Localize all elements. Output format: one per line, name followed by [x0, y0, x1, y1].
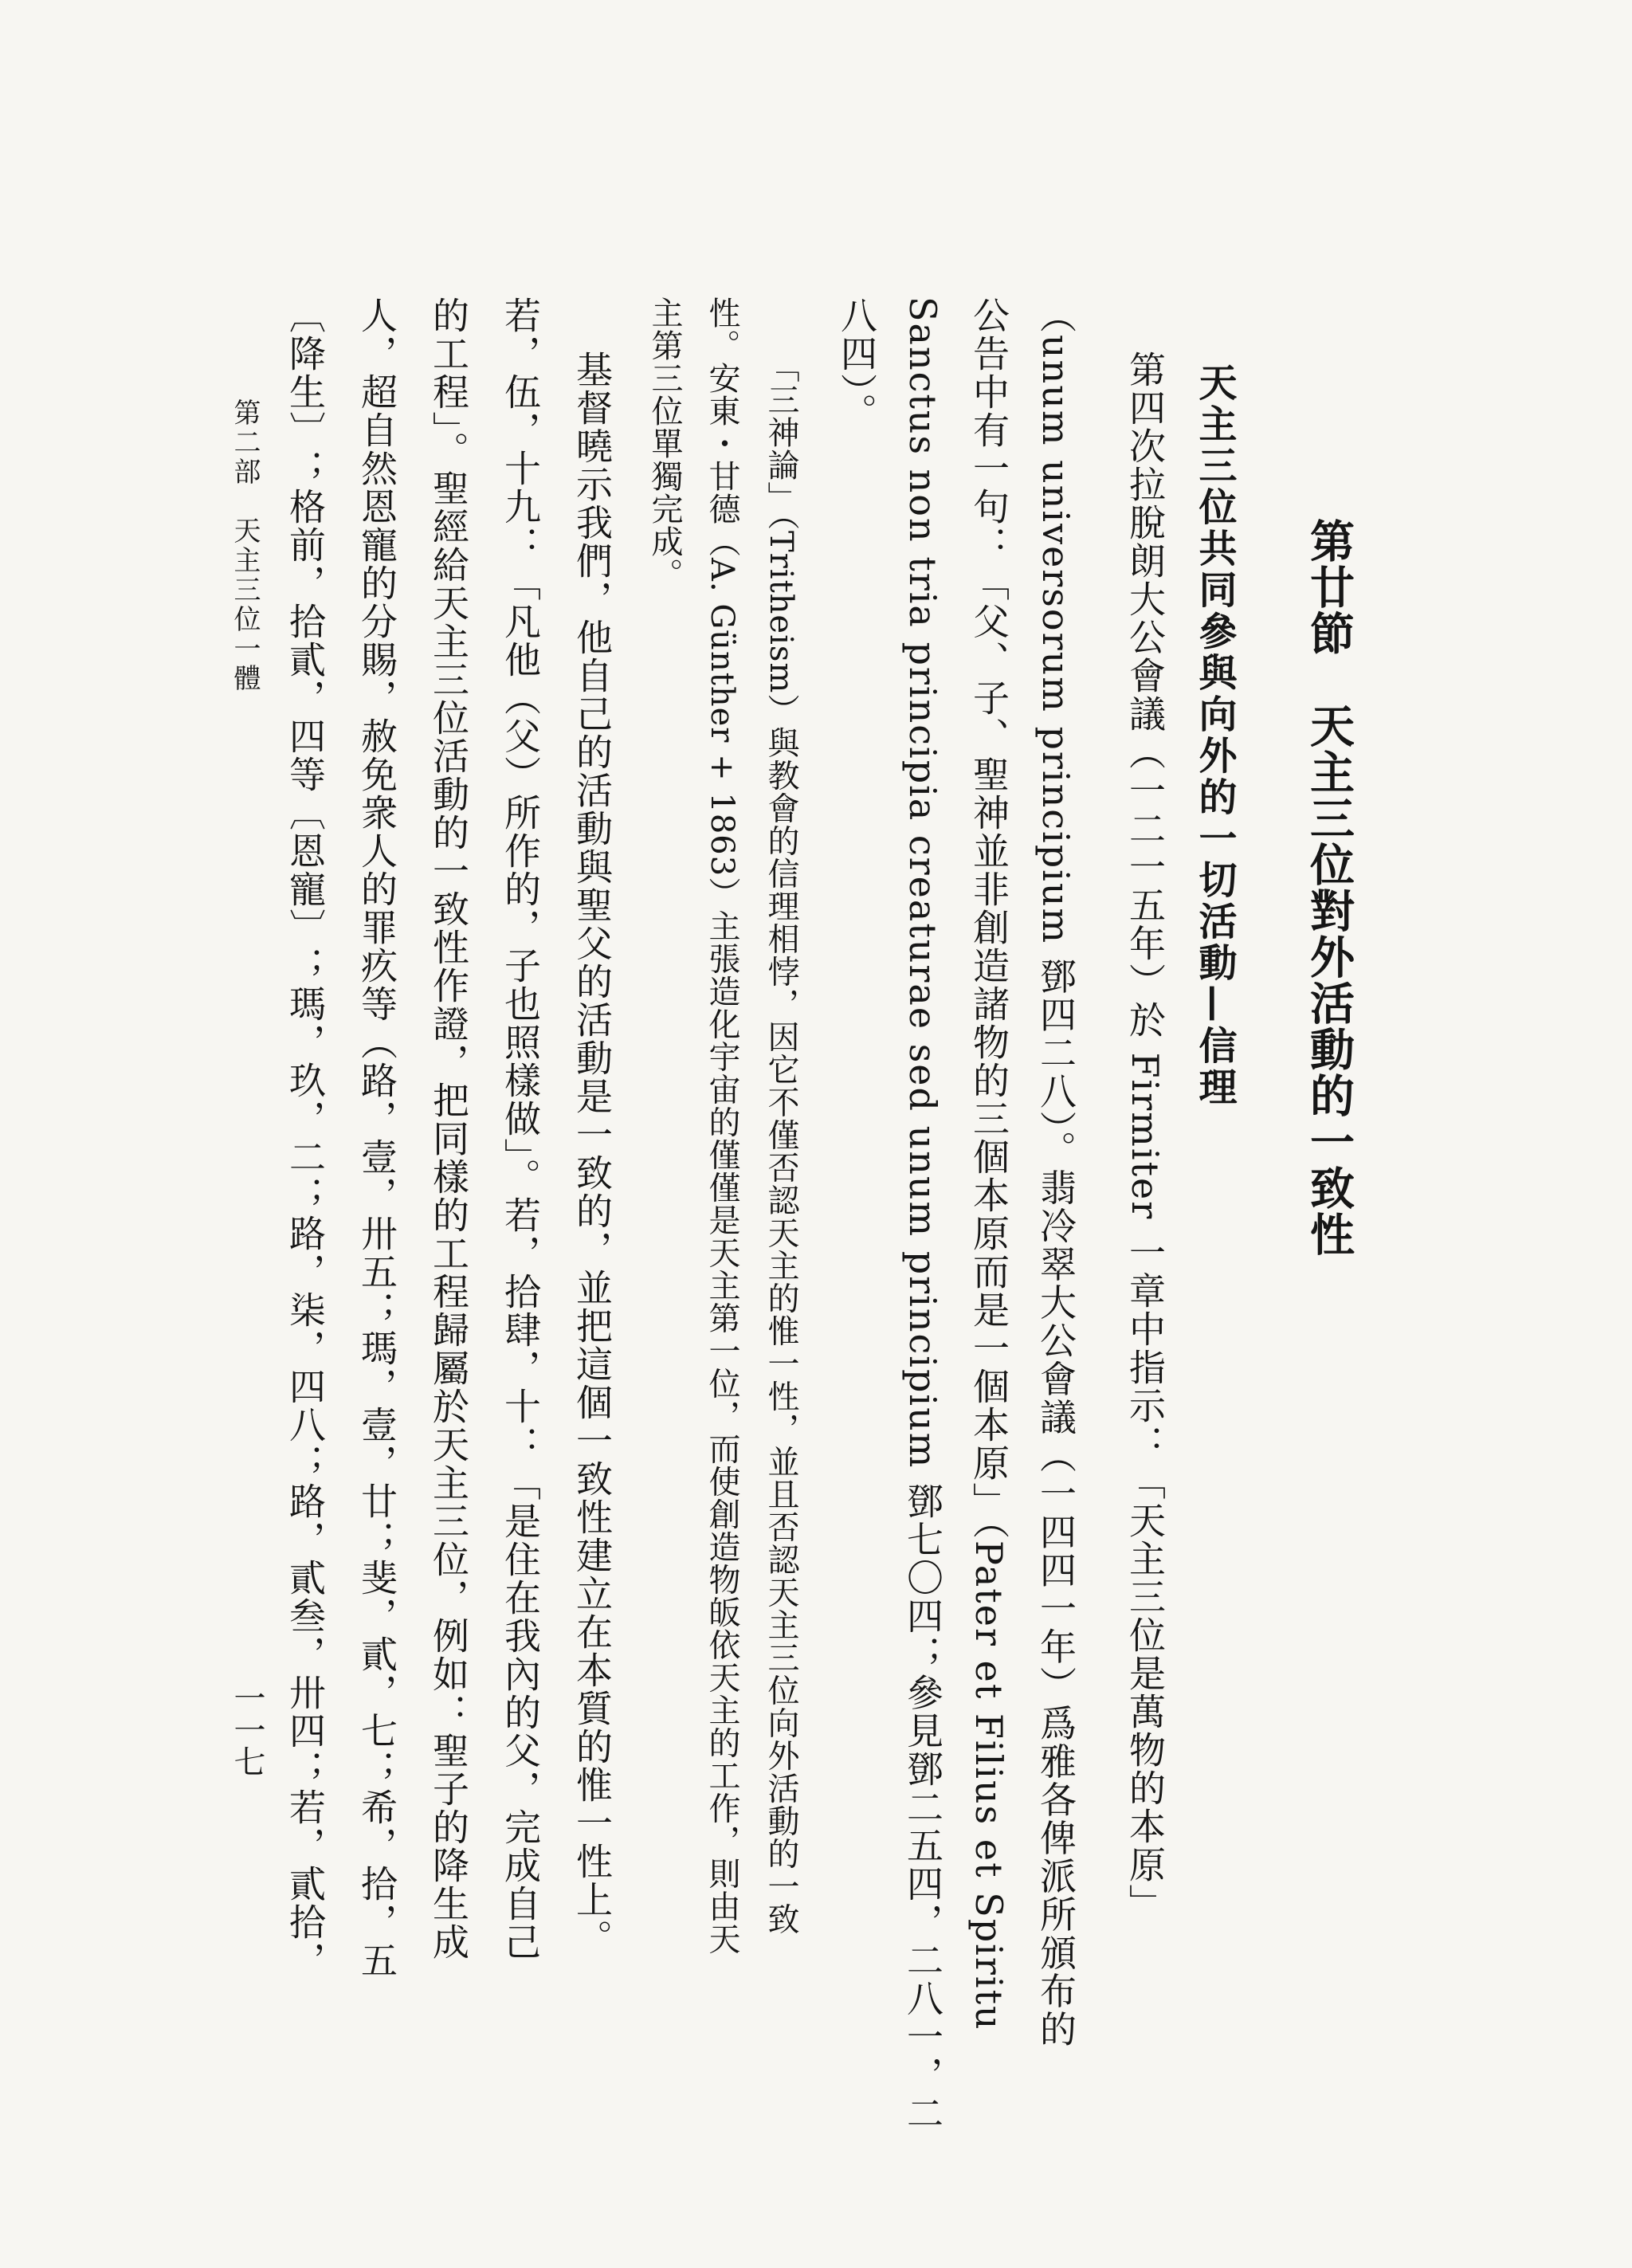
body-column-1: 基督曉示我們，他自己的活動與聖父的活動是一致的，並把這個一致性建立在本質的惟一性上。 — [571, 351, 614, 1957]
text-column-4: Sanctus non tria principia creaturae sed unum principium 鄧七〇四；參見鄧二五四，二八一，二 — [901, 296, 944, 2133]
text-column-5: 八四）。 — [835, 296, 878, 431]
note-column-3: 主第三位單獨完成。 — [646, 296, 683, 591]
text-column-3: 公告中有一句：「父、子、聖神並非創造諸物的三個本原而是一個本原」（Pater et Filius et Spiritu — [967, 296, 1010, 2031]
text-column-2: （unum universorum principium 鄧四二八）。翡冷翠大公會議（一四四一年）爲雅各俾派所頒布的 — [1034, 296, 1077, 2049]
body-column-4: 人，超自然恩寵的分賜，赦免衆人的罪疚等（路，壹，卅五；瑪，壹，廿；斐，貳，七；希，拾，五 — [355, 296, 398, 1980]
section-subtitle: 天主三位共同參與向外的一切活動—信理 — [1192, 363, 1237, 1108]
body-column-5: 〔降生〕；格前，拾貳，四等〔恩寵〕；瑪，玖，二；路，柒，四八；路，貳叁，卅四；若，貳拾， — [284, 296, 327, 1980]
note-column-1: 「三神論」（Tritheism）與教會的信理相悖，因它不僅否認天主的惟一性，並且否認天主三位向外活動的一致 — [763, 351, 799, 1936]
page-number: 一一七 — [229, 1681, 265, 1777]
running-title: 第二部 天主三位一體 — [229, 398, 261, 693]
body-column-3: 的工程」。聖經給天主三位活動的一致性作證，把同樣的工程歸屬於天主三位，例如：聖子的降生成 — [427, 296, 470, 1961]
body-column-2: 若，伍，十九：「凡他（父）所作的，子也照樣做」。若，拾肆，十：「是住在我內的父，完成自己 — [499, 296, 542, 1961]
text-column-1: 第四次拉脫朗大公會議（一二一五年）於 Firmiter 一章中指示：「天主三位是萬物的本原」 — [1124, 351, 1167, 1922]
section-title: 第廿節 天主三位對外活動的一致性 — [1303, 518, 1355, 1258]
note-column-2: 性。安東・甘德（A. Günther + 1863）主張造化宇宙的僅僅是天主第一位，而使創造物皈依天主的工作，則由天 — [704, 296, 740, 1956]
